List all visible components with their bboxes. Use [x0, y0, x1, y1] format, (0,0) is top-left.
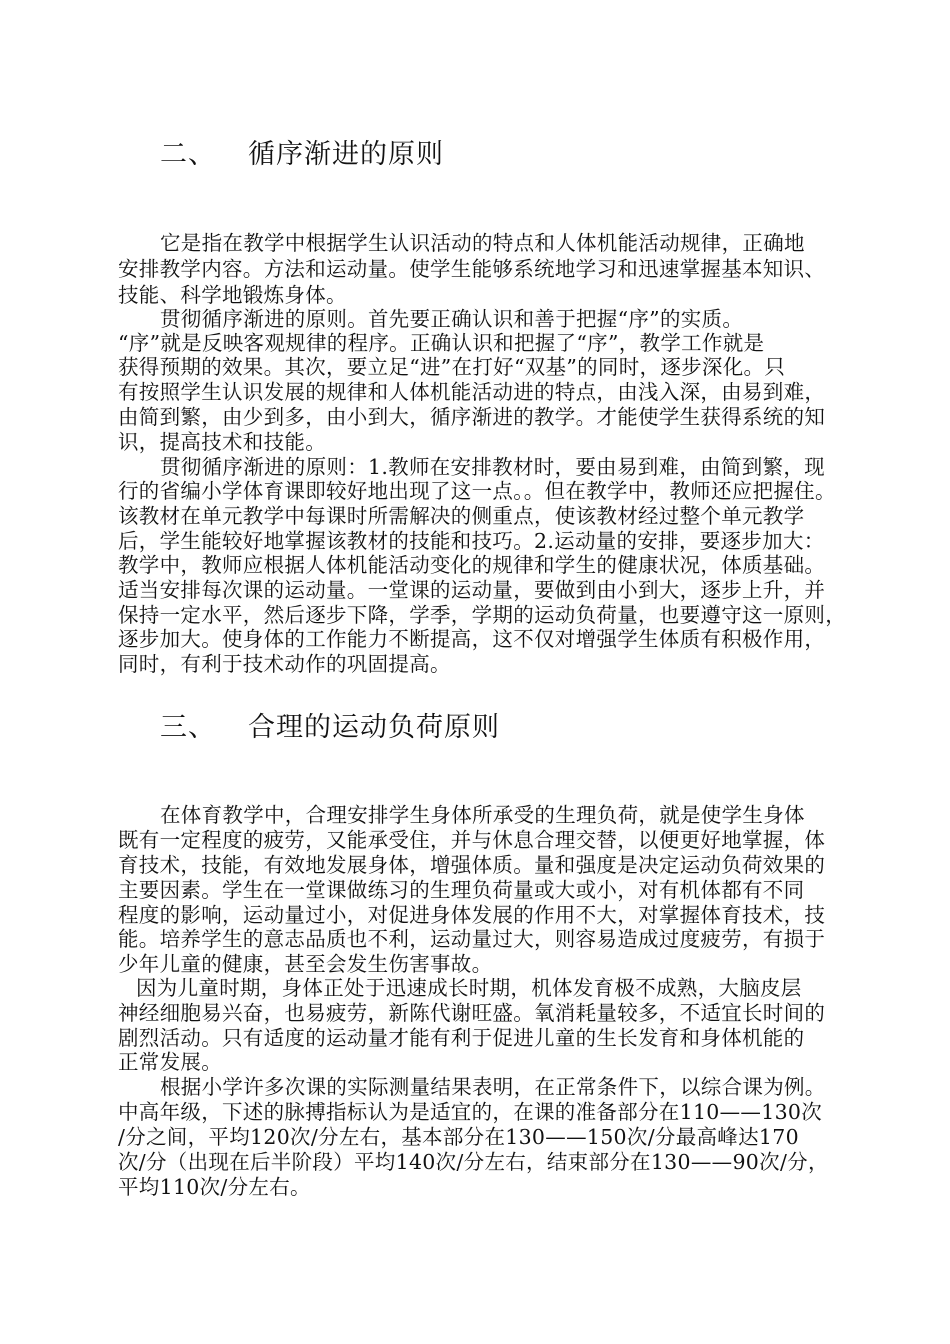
section-title: 合理的运动负荷原则 [248, 712, 500, 743]
paragraph-line: 少年儿童的健康，甚至会发生伤害事故。 [118, 952, 493, 976]
paragraph-line: 神经细胞易兴奋，也易疲劳，新陈代谢旺盛。氧消耗量较多，不适宜长时间的 [118, 1001, 826, 1025]
paragraph-line: 中高年级，下述的脉搏指标认为是适宜的，在课的准备部分在110——130次 [118, 1100, 823, 1124]
paragraph-line: 同时，有利于技术动作的巩固提高。 [118, 652, 451, 676]
section-heading-2 [160, 132, 444, 171]
paragraph-line: 既有一定程度的疲劳，又能承受住，并与休息合理交替，以便更好地掌握，体 [118, 828, 826, 852]
paragraph-line: 能。培养学生的意志品质也不利，运动量过大，则容易造成过度疲劳，有损于 [118, 927, 826, 951]
paragraph-line: 贯彻循序渐进的原则：1.教师在安排教材时，要由易到难，由简到繁，现 [160, 455, 825, 479]
paragraph-line: 安排教学内容。方法和运动量。使学生能够系统地学习和迅速掌握基本知识、 [118, 257, 826, 281]
paragraph-line: 平均110次/分左右。 [118, 1175, 311, 1199]
paragraph-line: 技能、科学地锻炼身体。 [118, 283, 347, 307]
paragraph-line: 获得预期的效果。其次，要立足“进”在打好“双基”的同时，逐步深化。只 [118, 355, 786, 379]
section-number: 三、 [160, 712, 216, 743]
paragraph-line: 逐步加大。使身体的工作能力不断提高，这不仅对增强学生体质有积极作用， [118, 627, 826, 651]
paragraph-line: 由简到繁，由少到多，由小到大，循序渐进的教学。才能使学生获得系统的知 [118, 405, 826, 429]
paragraph-line: /分之间，平均120次/分左右，基本部分在130——150次/分最高峰达170 [118, 1125, 799, 1149]
section-title: 循序渐进的原则 [248, 139, 444, 170]
paragraph-line: 后，学生能较好地掌握该教材的技能和技巧。2.运动量的安排，要逐步加大： [118, 529, 825, 553]
paragraph-line: 保持一定水平，然后逐步下降，学季，学期的运动负荷量，也要遵守这一原则， [118, 603, 846, 627]
paragraph-line: 因为儿童时期，身体正处于迅速成长时期，机体发育极不成熟，大脑皮层 [136, 976, 802, 1000]
paragraph-line: 主要因素。学生在一堂课做练习的生理负荷量或大或小，对有机体都有不同 [118, 878, 805, 902]
paragraph-line: 行的省编小学体育课即较好地出现了这一点。。但在教学中，教师还应把握住。 [118, 479, 836, 503]
paragraph-line: 育技术，技能，有效地发展身体，增强体质。量和强度是决定运动负荷效果的 [118, 853, 826, 877]
paragraph-line: 适当安排每次课的运动量。一堂课的运动量，要做到由小到大，逐步上升，并 [118, 578, 826, 602]
paragraph-line: 该教材在单元教学中每课时所需解决的侧重点，使该教材经过整个单元教学 [118, 504, 805, 528]
paragraph-line: 有按照学生认识发展的规律和人体机能活动进的特点，由浅入深，由易到难， [118, 380, 826, 404]
paragraph-line: 根据小学许多次课的实际测量结果表明，在正常条件下，以综合课为例。 [160, 1075, 826, 1099]
paragraph-line: 教学中，教师应根据人体机能活动变化的规律和学生的健康状况，体质基础。 [118, 553, 826, 577]
paragraph-line: 次/分（出现在后半阶段）平均140次/分左右，结束部分在130——90次/分， [118, 1150, 829, 1174]
paragraph-line: 它是指在教学中根据学生认识活动的特点和人体机能活动规律，正确地 [160, 231, 805, 255]
paragraph-line: 在体育教学中，合理安排学生身体所承受的生理负荷，就是使学生身体 [160, 803, 805, 827]
section-number: 二、 [160, 139, 216, 170]
paragraph-line: 贯彻循序渐进的原则。首先要正确认识和善于把握“序”的实质。 [160, 307, 744, 331]
paragraph-line: 正常发展。 [118, 1050, 222, 1074]
paragraph-line: 剧烈活动。只有适度的运动量才能有利于促进儿童的生长发育和身体机能的 [118, 1026, 805, 1050]
paragraph-line: 识，提高技术和技能。 [118, 430, 326, 454]
paragraph-line: “序”就是反映客观规律的程序。正确认识和把握了“序”，教学工作就是 [118, 331, 765, 355]
section-heading-3 [160, 705, 500, 744]
paragraph-line: 程度的影响，运动量过小，对促进身体发展的作用不大，对掌握体育技术，技 [118, 903, 826, 927]
